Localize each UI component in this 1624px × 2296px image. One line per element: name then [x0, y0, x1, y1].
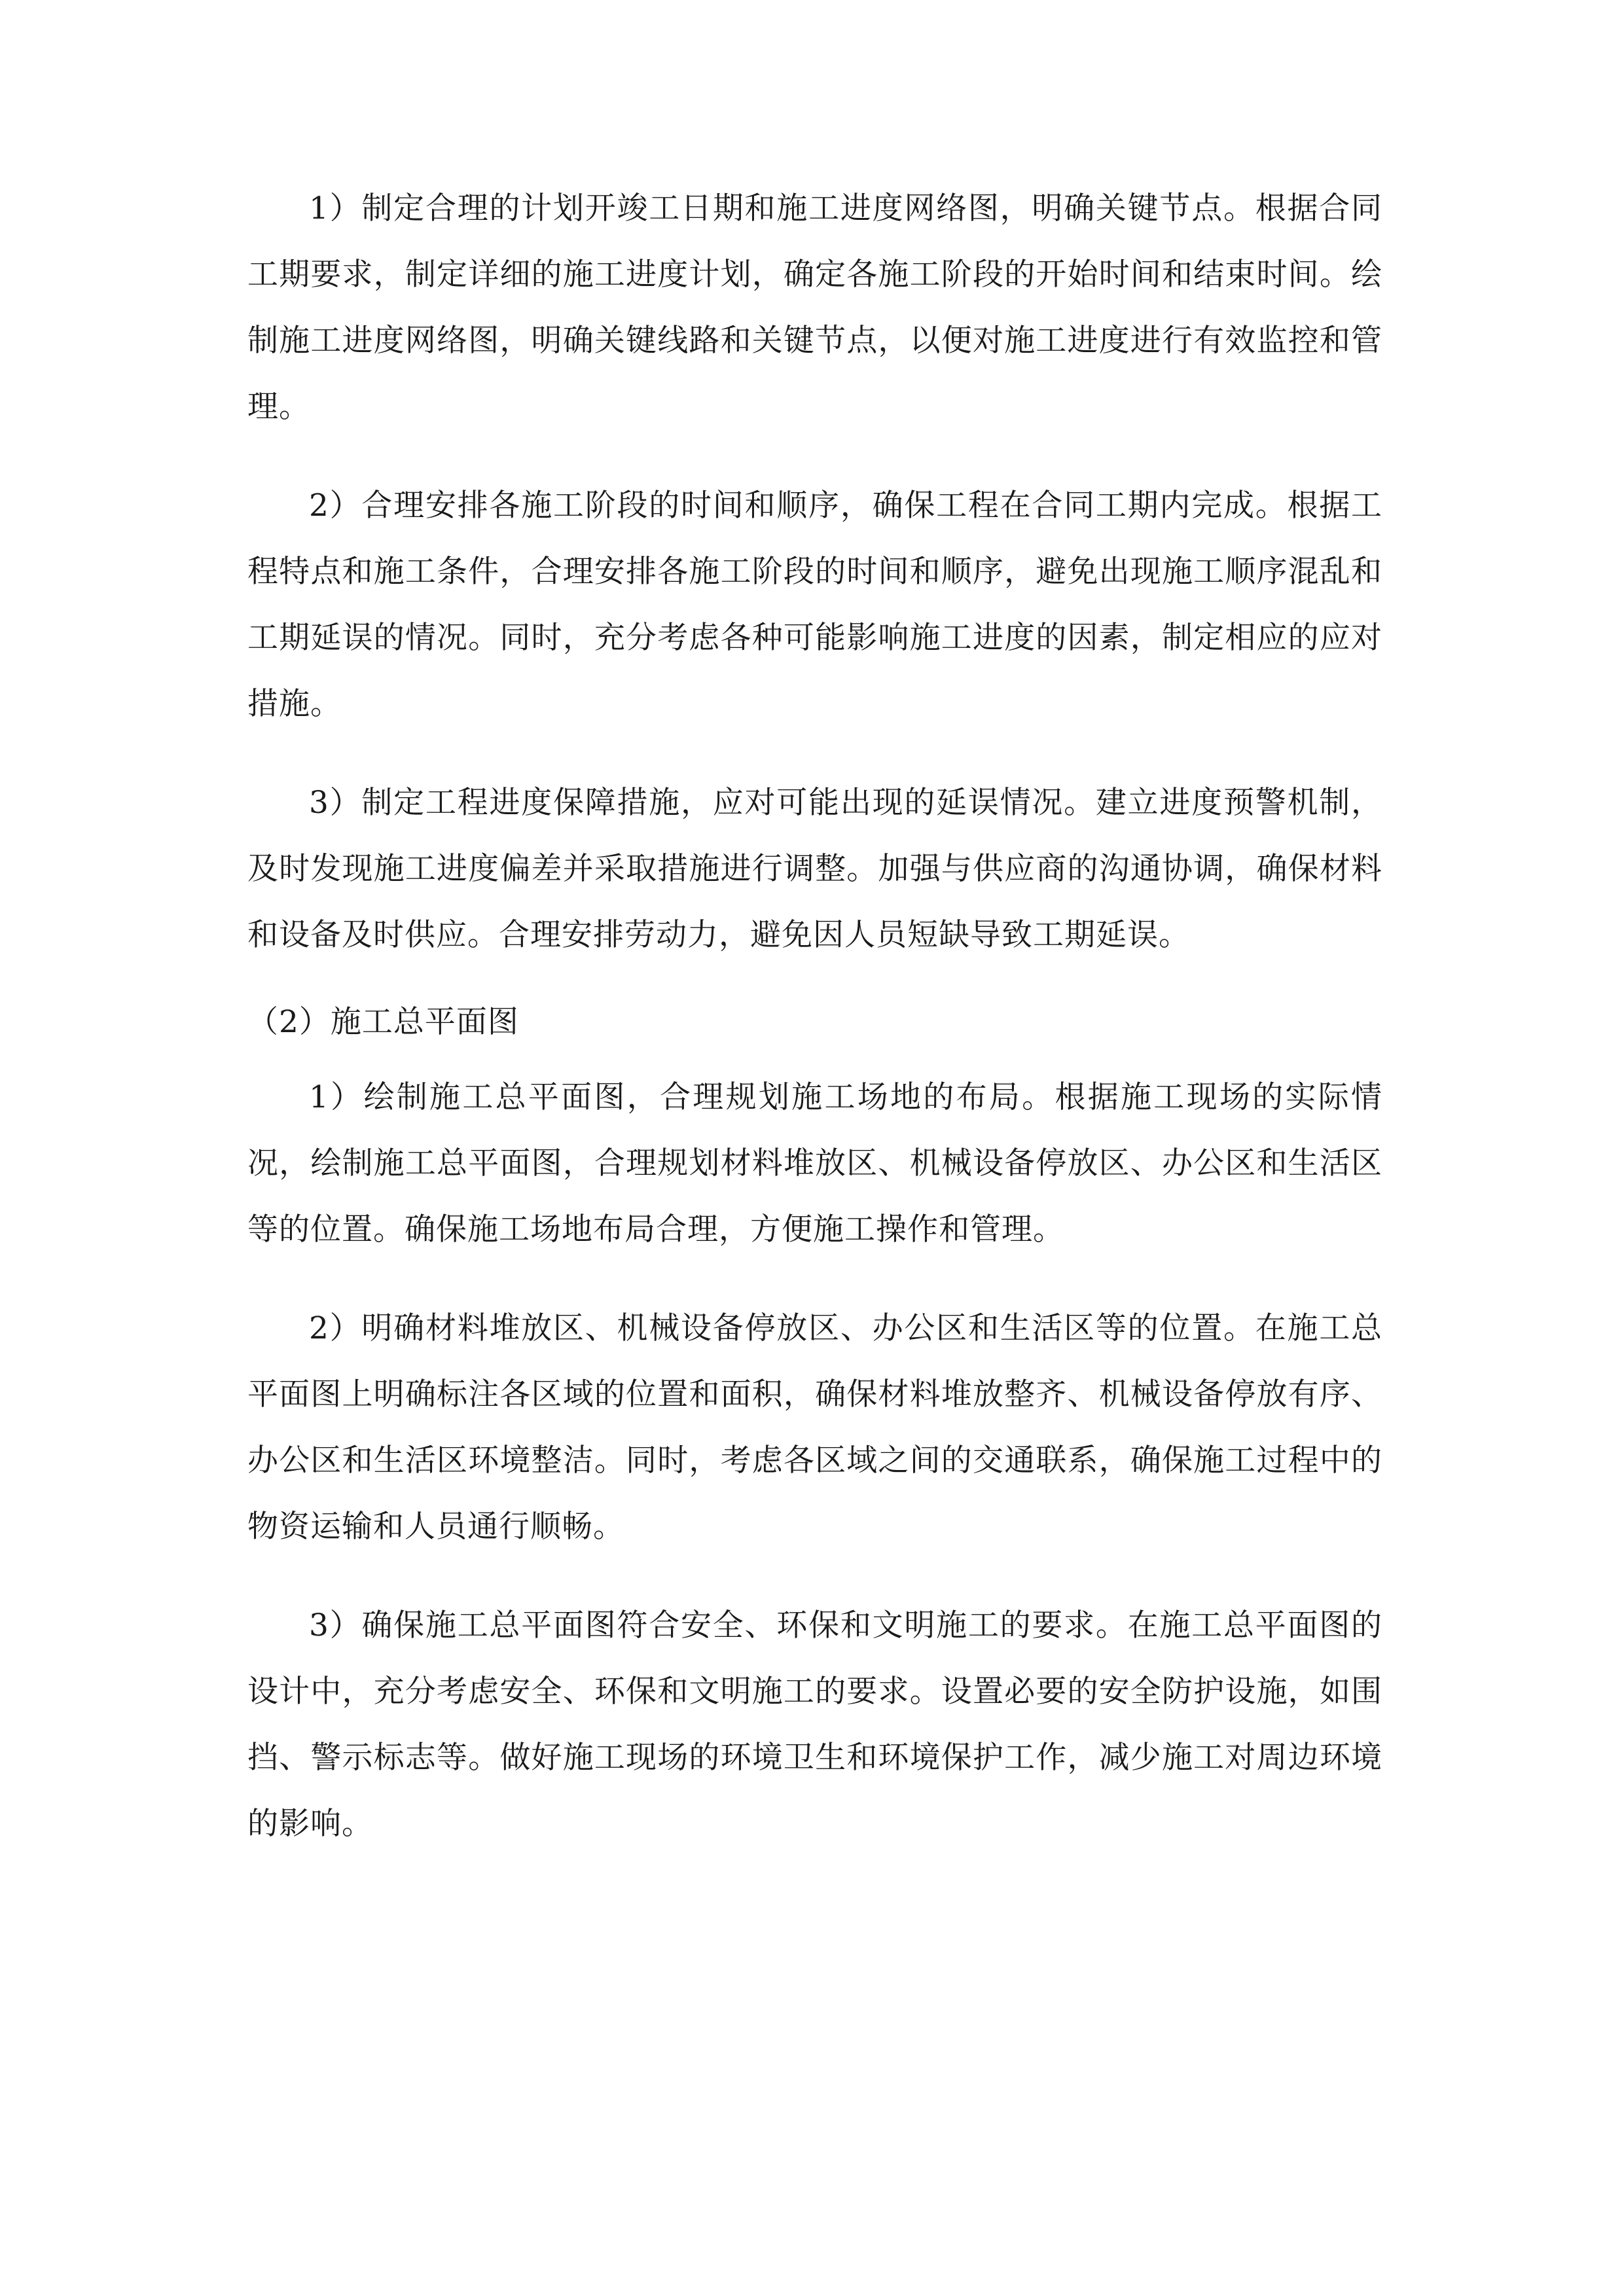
paragraph-schedule-1: 1）制定合理的计划开竣工日期和施工进度网络图，明确关键节点。根据合同工期要求，制定详细的施工进度计划，确定各施工阶段的开始时间和结束时间。绘制施工进度网络图，明确关键线路和关键节点，以便对施工进度进行有效监控和管理。: [247, 190, 1382, 425]
paragraph-schedule-2: 2）合理安排各施工阶段的时间和顺序，确保工程在合同工期内完成。根据工程特点和施工条件，合理安排各施工阶段的时间和顺序，避免出现施工顺序混乱和工期延误的情况。同时，充分考虑各种可能影响施工进度的因素，制定相应的应对措施。: [247, 488, 1382, 722]
document-body: [247, 175, 1382, 1890]
paragraph-site-plan-2: 2）明确材料堆放区、机械设备停放区、办公区和生活区等的位置。在施工总平面图上明确标注各区域的位置和面积，确保材料堆放整齐、机械设备停放有序、办公区和生活区环境整洁。同时，考虑各区域之间的交通联系，确保施工过程中的物资运输和人员通行顺畅。: [247, 1310, 1382, 1545]
paragraph-site-plan-1: 1）绘制施工总平面图，合理规划施工场地的布局。根据施工现场的实际情况，绘制施工总平面图，合理规划材料堆放区、机械设备停放区、办公区和生活区等的位置。确保施工场地布局合理，方便施工操作和管理。: [247, 1079, 1382, 1247]
section-heading-site-plan: （2）施工总平面图: [247, 1004, 519, 1040]
paragraph-site-plan-3: 3）确保施工总平面图符合安全、环保和文明施工的要求。在施工总平面图的设计中，充分考虑安全、环保和文明施工的要求。设置必要的安全防护设施，如围挡、警示标志等。做好施工现场的环境卫生和环境保护工作，减少施工对周边环境的影响。: [247, 1607, 1382, 1842]
paragraph-schedule-3: 3）制定工程进度保障措施，应对可能出现的延误情况。建立进度预警机制，及时发现施工进度偏差并采取措施进行调整。加强与供应商的沟通协调，确保材料和设备及时供应。合理安排劳动力，避免因人员短缺导致工期延误。: [247, 785, 1382, 953]
